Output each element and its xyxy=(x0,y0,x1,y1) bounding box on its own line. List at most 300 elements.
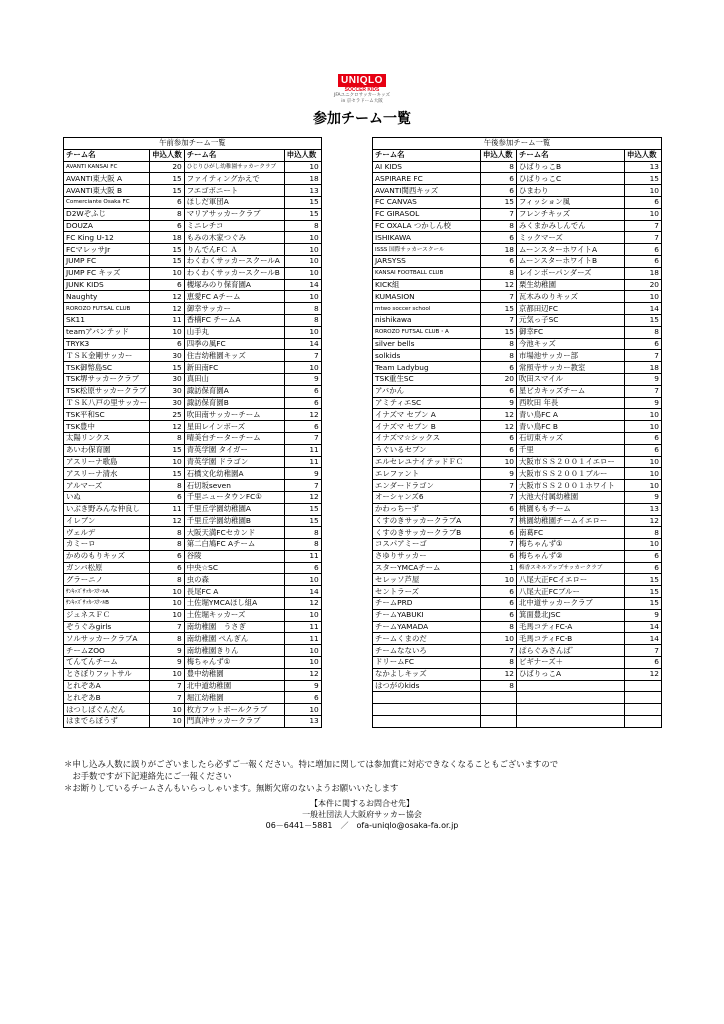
logo-line2: JFAユニクロサッカーキッズ xyxy=(334,93,390,98)
entry-count-cell: 15 xyxy=(625,314,662,326)
table-row xyxy=(64,161,322,173)
entry-count-cell: 9 xyxy=(625,373,662,385)
entry-count-cell: 8 xyxy=(150,574,185,586)
pm-team-table xyxy=(372,137,662,728)
table-row xyxy=(373,633,662,645)
entry-count-cell: 9 xyxy=(481,468,517,480)
team-name-cell: KICK組 xyxy=(373,279,481,291)
team-name-cell: なかよしキッズ xyxy=(373,668,481,680)
entry-count-cell: 6 xyxy=(150,279,185,291)
entry-count-cell: 11 xyxy=(284,444,321,456)
entry-count-cell: 12 xyxy=(284,598,321,610)
team-name-cell: 虫の森 xyxy=(184,574,284,586)
entry-count-cell: 8 xyxy=(481,338,517,350)
team-name-cell: 太陽リンクス xyxy=(64,432,150,444)
table-row xyxy=(373,680,662,692)
team-name-cell: 八尾大正FCブルー xyxy=(517,586,625,598)
team-name-cell: KANSAI FOOTBALL CLUB xyxy=(373,267,481,279)
entry-count-cell: 6 xyxy=(284,385,321,397)
team-name-cell: カミーロ xyxy=(64,539,150,551)
entry-count-cell: 20 xyxy=(625,279,662,291)
team-name-cell: DOUZA xyxy=(64,220,150,232)
team-name-cell: ミックマーズ xyxy=(517,232,625,244)
team-name-cell: エンダードラゴン xyxy=(373,480,481,492)
team-name-cell: 枚方フットボールクラブ xyxy=(184,704,284,716)
team-name-cell: 土佐堀YMCAほし組A xyxy=(184,598,284,610)
entry-count-cell: 6 xyxy=(481,550,517,562)
team-name-cell: Team Ladybug xyxy=(373,362,481,374)
team-name-cell: チームZOO xyxy=(64,645,150,657)
team-name-cell: AI KIDS xyxy=(373,161,481,173)
column-header: 申込人数 xyxy=(150,149,185,161)
table-row xyxy=(64,657,322,669)
entry-count-cell: 20 xyxy=(150,161,185,173)
team-name-cell: 常照寺サッカー教室 xyxy=(517,362,625,374)
team-name-cell xyxy=(373,704,481,716)
team-name-cell: ドリームFC xyxy=(373,657,481,669)
entry-count-cell: 11 xyxy=(284,550,321,562)
table-row xyxy=(373,362,662,374)
table-row xyxy=(373,468,662,480)
entry-count-cell: 10 xyxy=(625,456,662,468)
entry-count-cell: 6 xyxy=(625,657,662,669)
table-row xyxy=(64,196,322,208)
team-name-cell: ソルサッカークラブA xyxy=(64,633,150,645)
team-name-cell: 青英学園 ドラゴン xyxy=(184,456,284,468)
entry-count-cell: 8 xyxy=(625,326,662,338)
column-header: 申込人数 xyxy=(284,149,321,161)
entry-count-cell: 18 xyxy=(625,362,662,374)
team-name-cell: ぞうぐみgirls xyxy=(64,621,150,633)
am-table-caption: 午前参加チーム一覧 xyxy=(64,138,322,150)
table-row xyxy=(64,621,322,633)
entry-count-cell: 7 xyxy=(625,220,662,232)
entry-count-cell: 6 xyxy=(481,385,517,397)
table-row xyxy=(64,267,322,279)
table-row xyxy=(64,326,322,338)
entry-count-cell: 10 xyxy=(284,267,321,279)
entry-count-cell: 8 xyxy=(481,220,517,232)
team-name-cell: 吹田スマイル xyxy=(517,373,625,385)
entry-count-cell: 10 xyxy=(284,362,321,374)
team-name-cell: ミニレチコ xyxy=(184,220,284,232)
entry-count-cell: 8 xyxy=(481,621,517,633)
entry-count-cell: 15 xyxy=(150,173,185,185)
entry-count-cell: 15 xyxy=(625,598,662,610)
entry-count-cell: 8 xyxy=(284,303,321,315)
table-row xyxy=(64,244,322,256)
note-line: お手数ですが下記連絡先にご一報ください xyxy=(64,771,232,781)
table-row xyxy=(64,314,322,326)
entry-count-cell: 6 xyxy=(625,444,662,456)
entry-count-cell: 7 xyxy=(481,515,517,527)
team-name-cell: セントラーズ xyxy=(373,586,481,598)
table-row xyxy=(373,598,662,610)
entry-count-cell: 6 xyxy=(625,550,662,562)
am-caption-row xyxy=(64,138,322,150)
entry-count-cell xyxy=(481,692,517,704)
team-name-cell: チームPRD xyxy=(373,598,481,610)
entry-count-cell: 8 xyxy=(150,633,185,645)
table-row xyxy=(64,208,322,220)
entry-count-cell: 7 xyxy=(625,645,662,657)
entry-count-cell: 8 xyxy=(150,208,185,220)
entry-count-cell: 18 xyxy=(481,244,517,256)
entry-count-cell: 15 xyxy=(625,586,662,598)
team-name-cell: mtwo soccer school xyxy=(373,303,481,315)
team-name-cell: はつがのkids xyxy=(373,680,481,692)
team-name-cell: 第二白鳩FC Aチーム xyxy=(184,539,284,551)
table-row xyxy=(64,586,322,598)
table-row xyxy=(64,491,322,503)
team-name-cell: あいわ保育園 xyxy=(64,444,150,456)
entry-count-cell: 7 xyxy=(481,539,517,551)
entry-count-cell: 20 xyxy=(481,373,517,385)
table-row xyxy=(373,480,662,492)
entry-count-cell: 25 xyxy=(150,409,185,421)
entry-count-cell: 15 xyxy=(481,326,517,338)
entry-count-cell: 10 xyxy=(284,244,321,256)
table-row xyxy=(373,385,662,397)
team-name-cell: 星田レインボーズ xyxy=(184,421,284,433)
table-row xyxy=(373,220,662,232)
team-name-cell: もみの木家つぐみ xyxy=(184,232,284,244)
table-row xyxy=(64,539,322,551)
team-name-cell: ジュネスＦＣ xyxy=(64,609,150,621)
team-name-cell: 石切坂seven xyxy=(184,480,284,492)
entry-count-cell: 10 xyxy=(481,633,517,645)
team-name-cell: 大阪天満FCセカンド xyxy=(184,527,284,539)
team-name-cell: エレファント xyxy=(373,468,481,480)
team-name-cell: わくわくサッカースクールA xyxy=(184,255,284,267)
team-name-cell: 土佐堀キッカーズ xyxy=(184,609,284,621)
team-name-cell: 大阪市ＳＳ２００１ブルー xyxy=(517,468,625,480)
table-row xyxy=(373,255,662,267)
team-name-cell: 堀江幼稚園 xyxy=(184,692,284,704)
table-row xyxy=(64,680,322,692)
team-name-cell: はつしばぐんだん xyxy=(64,704,150,716)
team-name-cell: TSK松原サッカークラブ xyxy=(64,385,150,397)
entry-count-cell: 7 xyxy=(481,491,517,503)
contact-info xyxy=(0,798,724,831)
column-header: チーム名 xyxy=(373,149,481,161)
team-name-cell: 八尾大正FCイエロー xyxy=(517,574,625,586)
table-row xyxy=(373,279,662,291)
team-name-cell: 桃園幼稚園チームイエロー xyxy=(517,515,625,527)
entry-count-cell: 15 xyxy=(284,515,321,527)
logo-line1: SOCCER KIDS xyxy=(344,87,380,93)
team-name-cell: とさぼりフットサル xyxy=(64,668,150,680)
team-name-cell: 南幼稚園 ぺんぎん xyxy=(184,633,284,645)
entry-count-cell: 6 xyxy=(481,432,517,444)
team-name-cell: ひじりひがし幼稚園サッカークラブ xyxy=(184,161,284,173)
team-name-cell: 石切東キッズ xyxy=(517,432,625,444)
team-name-cell: ひばりっこA xyxy=(517,668,625,680)
team-name-cell: くすのきサッカークラブB xyxy=(373,527,481,539)
team-name-cell: ビギナーズ＋ xyxy=(517,657,625,669)
table-row xyxy=(64,432,322,444)
team-name-cell: イレブン xyxy=(64,515,150,527)
team-name-cell: 諏訪保育園B xyxy=(184,397,284,409)
entry-count-cell: 9 xyxy=(625,397,662,409)
entry-count-cell: 15 xyxy=(284,208,321,220)
entry-count-cell: 10 xyxy=(150,716,185,728)
table-row xyxy=(373,196,662,208)
entry-count-cell: 10 xyxy=(625,421,662,433)
team-name-cell: 西吹田 年長 xyxy=(517,397,625,409)
entry-count-cell: 11 xyxy=(284,456,321,468)
team-name-cell: 大阪市ＳＳ２００１ホワイト xyxy=(517,480,625,492)
table-row xyxy=(373,562,662,574)
entry-count-cell: 8 xyxy=(284,314,321,326)
entry-count-cell: 9 xyxy=(625,491,662,503)
table-row xyxy=(64,645,322,657)
team-name-cell xyxy=(517,716,625,728)
team-name-cell: AVANTI東大阪 A xyxy=(64,173,150,185)
table-row xyxy=(64,220,322,232)
entry-count-cell: 30 xyxy=(150,373,185,385)
entry-count-cell: 7 xyxy=(284,480,321,492)
team-name-cell: SK11 xyxy=(64,314,150,326)
team-name-cell: マリアサッカークラブ xyxy=(184,208,284,220)
table-row xyxy=(64,550,322,562)
entry-count-cell: 15 xyxy=(150,468,185,480)
table-row xyxy=(373,503,662,515)
team-name-cell: かわっちーず xyxy=(373,503,481,515)
team-name-cell: 香楠FC チームA xyxy=(184,314,284,326)
team-name-cell: ヴェルデ xyxy=(64,527,150,539)
entry-count-cell: 14 xyxy=(625,621,662,633)
entry-count-cell: 10 xyxy=(625,208,662,220)
team-name-cell: ＴＳＫ金剛サッカー xyxy=(64,350,150,362)
team-name-cell: JARSYSS xyxy=(373,255,481,267)
entry-count-cell: 18 xyxy=(284,173,321,185)
entry-count-cell: 13 xyxy=(284,185,321,197)
entry-count-cell: 8 xyxy=(481,680,517,692)
table-row xyxy=(373,267,662,279)
team-name-cell: てんてんチーム xyxy=(64,657,150,669)
team-name-cell: 星ビカキッズチーム xyxy=(517,385,625,397)
entry-count-cell: 18 xyxy=(150,232,185,244)
entry-count-cell: 15 xyxy=(150,255,185,267)
team-name-cell: FC CANVAS xyxy=(373,196,481,208)
team-name-cell: 梅ちゃんず① xyxy=(184,657,284,669)
table-row xyxy=(64,468,322,480)
table-row xyxy=(373,444,662,456)
entry-count-cell: 10 xyxy=(150,586,185,598)
uniqlo-soccer-kids-logo xyxy=(330,68,394,105)
column-header: チーム名 xyxy=(517,149,625,161)
entry-count-cell: 6 xyxy=(625,196,662,208)
table-row xyxy=(64,303,322,315)
team-name-cell: チームなないろ xyxy=(373,645,481,657)
table-row xyxy=(373,692,662,704)
team-name-cell: TSK御幣島SC xyxy=(64,362,150,374)
entry-count-cell: 10 xyxy=(284,609,321,621)
team-name-cell: フエゴボニート xyxy=(184,185,284,197)
entry-count-cell xyxy=(625,704,662,716)
entry-count-cell: 7 xyxy=(150,621,185,633)
team-name-cell: TSK豊中 xyxy=(64,421,150,433)
entry-count-cell: 8 xyxy=(150,480,185,492)
team-name-cell: JUMP FC キッズ xyxy=(64,267,150,279)
team-name-cell: イナズマ セブン A xyxy=(373,409,481,421)
entry-count-cell: 9 xyxy=(150,657,185,669)
table-row xyxy=(373,244,662,256)
team-name-cell: 御幸FC xyxy=(517,326,625,338)
team-name-cell: 槻塚みのり保育園A xyxy=(184,279,284,291)
entry-count-cell: 10 xyxy=(625,291,662,303)
team-name-cell xyxy=(517,680,625,692)
team-name-cell: チームYABUKI xyxy=(373,609,481,621)
team-name-cell: 北中道幼稚園 xyxy=(184,680,284,692)
entry-count-cell: 8 xyxy=(481,350,517,362)
team-name-cell: アバかん xyxy=(373,385,481,397)
team-name-cell: 南幼稚園 うさぎ xyxy=(184,621,284,633)
team-name-cell: チームくまのだ xyxy=(373,633,481,645)
entry-count-cell: 15 xyxy=(481,303,517,315)
table-row xyxy=(64,692,322,704)
table-row xyxy=(373,550,662,562)
team-name-cell: 御幸サッカー xyxy=(184,303,284,315)
entry-count-cell: 10 xyxy=(625,409,662,421)
entry-count-cell: 11 xyxy=(284,633,321,645)
team-name-cell: 山手丸 xyxy=(184,326,284,338)
entry-count-cell: 9 xyxy=(481,397,517,409)
entry-count-cell: 15 xyxy=(284,196,321,208)
entry-count-cell: 7 xyxy=(625,385,662,397)
team-name-cell: とれぞあB xyxy=(64,692,150,704)
team-name-cell: TSK平和SC xyxy=(64,409,150,421)
table-row xyxy=(64,503,322,515)
entry-count-cell: 6 xyxy=(481,185,517,197)
logo-line3: in 京セラドーム大阪 xyxy=(341,99,383,104)
team-name-cell: TRYK3 xyxy=(64,338,150,350)
team-name-cell: 北中道サッカークラブ xyxy=(517,598,625,610)
team-name-cell: 谷陵 xyxy=(184,550,284,562)
entry-count-cell: 14 xyxy=(284,338,321,350)
entry-count-cell: 15 xyxy=(481,196,517,208)
team-name-cell: 恵愛FC Aチーム xyxy=(184,291,284,303)
team-name-cell: KUMASION xyxy=(373,291,481,303)
team-name-cell: 瓦木みのりキッズ xyxy=(517,291,625,303)
entry-count-cell: 7 xyxy=(481,208,517,220)
table-row xyxy=(64,633,322,645)
team-name-cell: 梅ちゃんず① xyxy=(517,539,625,551)
entry-count-cell xyxy=(481,704,517,716)
entry-count-cell: 14 xyxy=(284,586,321,598)
team-name-cell: 青い鳥FC A xyxy=(517,409,625,421)
team-name-cell: かめのもりキッズ xyxy=(64,550,150,562)
entry-count-cell: 6 xyxy=(150,220,185,232)
table-row xyxy=(373,574,662,586)
entry-count-cell: 11 xyxy=(284,621,321,633)
team-name-cell: アスリーナ清水 xyxy=(64,468,150,480)
team-name-cell xyxy=(517,704,625,716)
entry-count-cell: 10 xyxy=(481,456,517,468)
entry-count-cell: 15 xyxy=(150,444,185,456)
entry-count-cell: 8 xyxy=(150,539,185,551)
entry-count-cell: 6 xyxy=(150,562,185,574)
entry-count-cell: 9 xyxy=(284,468,321,480)
team-name-cell: 住吉幼稚園キッズ xyxy=(184,350,284,362)
entry-count-cell: 10 xyxy=(150,456,185,468)
team-name-cell: ISHIKAWA xyxy=(373,232,481,244)
entry-count-cell: 13 xyxy=(284,716,321,728)
team-name-cell: JUMP FC xyxy=(64,255,150,267)
team-name-cell: 今池キッズ xyxy=(517,338,625,350)
table-row xyxy=(64,291,322,303)
entry-count-cell: 14 xyxy=(625,633,662,645)
entry-count-cell: 7 xyxy=(150,680,185,692)
team-name-cell: AVANTI関西キッズ xyxy=(373,185,481,197)
team-name-cell: teamアバンテッド xyxy=(64,326,150,338)
entry-count-cell: 6 xyxy=(284,397,321,409)
team-name-cell: 大阪市ＳＳ２００１イエロー xyxy=(517,456,625,468)
entry-count-cell: 8 xyxy=(481,161,517,173)
entry-count-cell xyxy=(481,716,517,728)
team-name-cell: 箕面豊北JSC xyxy=(517,609,625,621)
team-name-cell: ほしだ軍団A xyxy=(184,196,284,208)
table-row xyxy=(64,716,322,728)
entry-count-cell: 10 xyxy=(481,574,517,586)
entry-count-cell: 10 xyxy=(150,598,185,610)
entry-count-cell: 8 xyxy=(625,527,662,539)
team-name-cell: さゆりサッカー xyxy=(373,550,481,562)
team-name-cell: ROROZO FUTSAL CLUB・A xyxy=(373,326,481,338)
team-name-cell: コスパアミーゴ xyxy=(373,539,481,551)
note-line: ＊申し込み人数に誤りがございましたら必ずご一報ください。特に増加に関しては参加賞に対応できなくなることもございますので xyxy=(64,759,559,769)
table-row xyxy=(64,609,322,621)
entry-count-cell: 8 xyxy=(150,527,185,539)
entry-count-cell: 30 xyxy=(150,385,185,397)
table-row xyxy=(373,314,662,326)
table-row xyxy=(64,173,322,185)
table-row xyxy=(64,338,322,350)
entry-count-cell: 6 xyxy=(284,421,321,433)
table-row xyxy=(373,609,662,621)
team-name-cell: 梅香スキルアップサッカークラブ xyxy=(517,562,625,574)
team-name-cell: 千里ニュータウンFC① xyxy=(184,491,284,503)
entry-count-cell: 12 xyxy=(150,421,185,433)
column-header: チーム名 xyxy=(184,149,284,161)
entry-count-cell: 6 xyxy=(481,362,517,374)
entry-count-cell: 11 xyxy=(150,314,185,326)
entry-count-cell: 7 xyxy=(284,432,321,444)
table-row xyxy=(373,303,662,315)
team-name-cell: ムーンスターホワイトA xyxy=(517,244,625,256)
entry-count-cell: 6 xyxy=(481,444,517,456)
entry-count-cell: 6 xyxy=(481,503,517,515)
team-name-cell: 南葛FC xyxy=(517,527,625,539)
entry-count-cell: 15 xyxy=(284,503,321,515)
entry-count-cell: 6 xyxy=(481,609,517,621)
table-row xyxy=(64,255,322,267)
entry-count-cell: 10 xyxy=(284,161,321,173)
entry-count-cell: 10 xyxy=(150,267,185,279)
team-name-cell: いぬ xyxy=(64,491,150,503)
entry-count-cell: 10 xyxy=(150,668,185,680)
entry-count-cell: 6 xyxy=(481,586,517,598)
entry-count-cell: 6 xyxy=(150,550,185,562)
entry-count-cell: 6 xyxy=(481,527,517,539)
table-row xyxy=(373,291,662,303)
team-name-cell: FCマレッサJr xyxy=(64,244,150,256)
team-name-cell: 元気っ子SC xyxy=(517,314,625,326)
team-name-cell: ファイティングかえで xyxy=(184,173,284,185)
table-row xyxy=(373,421,662,433)
entry-count-cell: 10 xyxy=(150,326,185,338)
